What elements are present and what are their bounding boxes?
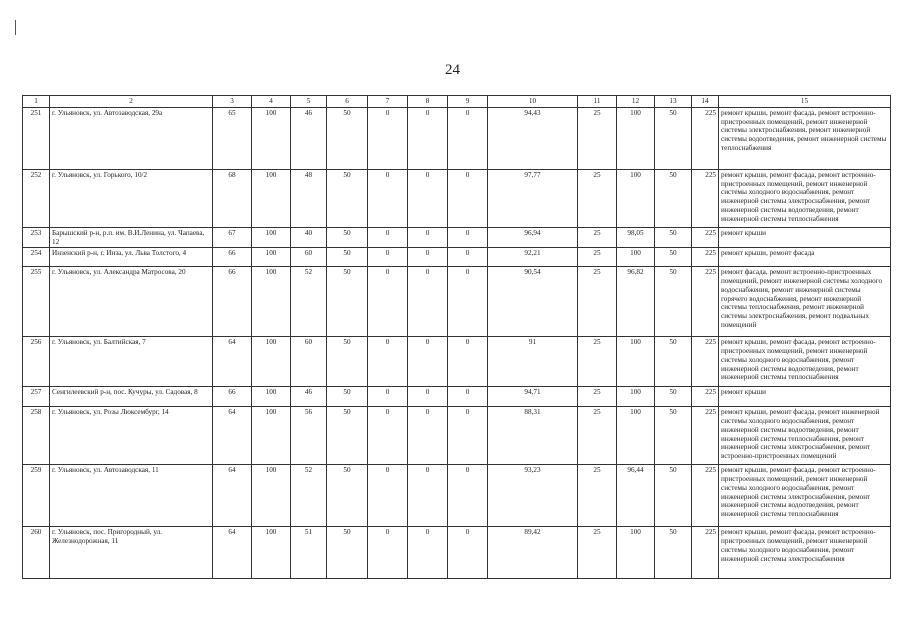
value-cell: 52 [291, 465, 327, 527]
header-cell: 12 [617, 96, 655, 108]
works-cell: ремонт фасада, ремонт встроенно-пристроенных помещений, ремонт инженерной системы холодного водоснабжения, ремонт инженерной системы горячего водоснабжения, ремонт инженерной системы теплоснабжения, ремонт инженерной системы электроснабжения, ремонт подвальных помещений [719, 267, 891, 337]
value-cell: 0 [368, 227, 408, 248]
value-cell: 100 [617, 527, 655, 579]
works-cell: ремонт крыши, ремонт фасада, ремонт инженерной системы холодного водоснабжения, ремонт инженерной системы водоотведения, ремонт инженерной системы теплоснабжения, ремонт инженерной системы электроснабжения, ремонт встроенно-пристроенных помещений [719, 407, 891, 465]
value-cell: 50 [655, 107, 692, 169]
value-cell: 0 [448, 407, 488, 465]
value-cell: 0 [368, 267, 408, 337]
value-cell: 96,94 [488, 227, 578, 248]
value-cell: 50 [655, 527, 692, 579]
value-cell: 89,42 [488, 527, 578, 579]
value-cell: 96,82 [617, 267, 655, 337]
value-cell: 0 [408, 337, 448, 387]
value-cell: 68 [213, 169, 252, 227]
table-row [23, 337, 891, 387]
value-cell: 91 [488, 337, 578, 387]
value-cell: 100 [252, 248, 291, 267]
address-cell: г. Ульяновск, ул. Балтийская, 7 [50, 337, 213, 387]
value-cell: 225 [692, 267, 719, 337]
row-number: 256 [23, 337, 50, 387]
value-cell: 50 [327, 169, 368, 227]
value-cell: 100 [252, 107, 291, 169]
value-cell: 51 [291, 527, 327, 579]
row-number: 253 [23, 227, 50, 248]
value-cell: 50 [327, 267, 368, 337]
value-cell: 50 [655, 337, 692, 387]
works-cell: ремонт крыши [719, 227, 891, 248]
works-cell: ремонт крыши [719, 387, 891, 407]
value-cell: 0 [448, 248, 488, 267]
address-cell: г. Ульяновск, ул. Горького, 10/2 [50, 169, 213, 227]
address-cell: Барышский р-н, р.п. им. В.И.Ленина, ул. Чапаева, 12 [50, 227, 213, 248]
value-cell: 25 [578, 169, 617, 227]
value-cell: 0 [408, 387, 448, 407]
page-number: 24 [445, 62, 460, 78]
value-cell: 0 [368, 407, 408, 465]
value-cell: 225 [692, 465, 719, 527]
table-row [23, 107, 891, 169]
header-cell: 3 [213, 96, 252, 108]
value-cell: 67 [213, 227, 252, 248]
value-cell: 0 [368, 248, 408, 267]
value-cell: 0 [368, 107, 408, 169]
value-cell: 25 [578, 267, 617, 337]
value-cell: 64 [213, 407, 252, 465]
value-cell: 0 [448, 169, 488, 227]
value-cell: 25 [578, 465, 617, 527]
address-cell: г. Ульяновск, ул. Автозаводская, 11 [50, 465, 213, 527]
value-cell: 50 [327, 465, 368, 527]
value-cell: 225 [692, 248, 719, 267]
works-cell: ремонт крыши, ремонт фасада, ремонт встроенно-пристроенных помещений, ремонт инженерной системы холодного водоснабжения, ремонт инженерной системы электроснабжения, ремонт инженерной системы водоотведения, ремонт инженерной системы теплоснабжения [719, 465, 891, 527]
value-cell: 0 [368, 337, 408, 387]
value-cell: 100 [252, 387, 291, 407]
header-cell: 1 [23, 96, 50, 108]
value-cell: 0 [408, 227, 448, 248]
header-cell: 8 [408, 96, 448, 108]
value-cell: 56 [291, 407, 327, 465]
value-cell: 94,71 [488, 387, 578, 407]
works-cell: ремонт крыши, ремонт фасада [719, 248, 891, 267]
address-cell: г. Ульяновск, ул. Александра Матросова, 20 [50, 267, 213, 337]
header-row [23, 96, 891, 108]
value-cell: 0 [408, 169, 448, 227]
value-cell: 0 [448, 227, 488, 248]
header-cell: 6 [327, 96, 368, 108]
value-cell: 0 [368, 387, 408, 407]
value-cell: 100 [252, 407, 291, 465]
value-cell: 97,77 [488, 169, 578, 227]
value-cell: 225 [692, 107, 719, 169]
works-cell: ремонт крыши, ремонт фасада, ремонт встроенно-пристроенных помещений, ремонт инженерной системы холодного водоснабжения, ремонт инженерной системы электроснабжения, ремонт инженерной системы водоотведения, ремонт инженерной системы теплоснабжения [719, 169, 891, 227]
value-cell: 64 [213, 527, 252, 579]
value-cell: 100 [617, 387, 655, 407]
value-cell: 225 [692, 227, 719, 248]
value-cell: 66 [213, 267, 252, 337]
row-number: 258 [23, 407, 50, 465]
table-row [23, 169, 891, 227]
value-cell: 65 [213, 107, 252, 169]
value-cell: 100 [252, 337, 291, 387]
value-cell: 60 [291, 248, 327, 267]
value-cell: 225 [692, 169, 719, 227]
value-cell: 0 [448, 527, 488, 579]
table-row [23, 527, 891, 579]
value-cell: 66 [213, 387, 252, 407]
value-cell: 50 [655, 248, 692, 267]
value-cell: 66 [213, 248, 252, 267]
value-cell: 0 [408, 527, 448, 579]
value-cell: 98,05 [617, 227, 655, 248]
value-cell: 92,21 [488, 248, 578, 267]
header-cell: 7 [368, 96, 408, 108]
row-number: 252 [23, 169, 50, 227]
header-cell: 4 [252, 96, 291, 108]
value-cell: 50 [327, 527, 368, 579]
value-cell: 100 [252, 465, 291, 527]
value-cell: 0 [368, 527, 408, 579]
value-cell: 100 [252, 267, 291, 337]
value-cell: 25 [578, 527, 617, 579]
value-cell: 100 [252, 227, 291, 248]
value-cell: 90,54 [488, 267, 578, 337]
value-cell: 88,31 [488, 407, 578, 465]
value-cell: 0 [408, 248, 448, 267]
header-cell: 9 [448, 96, 488, 108]
value-cell: 50 [655, 227, 692, 248]
works-cell: ремонт крыши, ремонт фасада, ремонт встроенно-пристроенных помещений, ремонт инженерной системы электроснабжения, ремонт инженерной системы водоотведения, ремонт инженерной системы теплоснабжения [719, 107, 891, 169]
address-cell: г. Ульяновск, ул. Розы Люксембург, 14 [50, 407, 213, 465]
row-number: 257 [23, 387, 50, 407]
address-cell: г. Ульяновск, ул. Автозаводская, 29а [50, 107, 213, 169]
row-number: 254 [23, 248, 50, 267]
value-cell: 0 [448, 465, 488, 527]
value-cell: 96,44 [617, 465, 655, 527]
value-cell: 25 [578, 387, 617, 407]
value-cell: 64 [213, 465, 252, 527]
value-cell: 0 [448, 387, 488, 407]
value-cell: 0 [368, 169, 408, 227]
value-cell: 94,43 [488, 107, 578, 169]
value-cell: 50 [327, 337, 368, 387]
value-cell: 100 [617, 407, 655, 465]
value-cell: 100 [252, 169, 291, 227]
row-number: 251 [23, 107, 50, 169]
value-cell: 0 [408, 465, 448, 527]
works-cell: ремонт крыши, ремонт фасада, ремонт встроенно-пристроенных помещений, ремонт инженерной системы холодного водоснабжения, ремонт инженерной системы электроснабжения [719, 527, 891, 579]
header-cell: 2 [50, 96, 213, 108]
value-cell: 50 [327, 107, 368, 169]
value-cell: 25 [578, 107, 617, 169]
address-cell: Сенгилеевский р-н, пос. Кучуры, ул. Садовая, 8 [50, 387, 213, 407]
value-cell: 50 [655, 407, 692, 465]
table-row [23, 267, 891, 337]
value-cell: 0 [368, 465, 408, 527]
value-cell: 225 [692, 387, 719, 407]
header-cell: 11 [578, 96, 617, 108]
value-cell: 52 [291, 267, 327, 337]
value-cell: 25 [578, 227, 617, 248]
value-cell: 225 [692, 527, 719, 579]
value-cell: 25 [578, 248, 617, 267]
value-cell: 50 [327, 387, 368, 407]
value-cell: 93,23 [488, 465, 578, 527]
table-row [23, 387, 891, 407]
value-cell: 46 [291, 387, 327, 407]
value-cell: 225 [692, 407, 719, 465]
value-cell: 225 [692, 337, 719, 387]
row-number: 259 [23, 465, 50, 527]
value-cell: 46 [291, 107, 327, 169]
value-cell: 50 [655, 169, 692, 227]
value-cell: 25 [578, 337, 617, 387]
value-cell: 60 [291, 337, 327, 387]
value-cell: 100 [617, 169, 655, 227]
table-row [23, 227, 891, 248]
value-cell: 40 [291, 227, 327, 248]
value-cell: 50 [327, 407, 368, 465]
address-cell: Инзенский р-н, г. Инза, ул. Льва Толстого, 4 [50, 248, 213, 267]
header-cell: 13 [655, 96, 692, 108]
value-cell: 0 [408, 267, 448, 337]
works-cell: ремонт крыши, ремонт фасада, ремонт встроенно-пристроенных помещений, ремонт инженерной системы холодного водоснабжения, ремонт инженерной системы водоотведения, ремонт инженерной системы теплоснабжения [719, 337, 891, 387]
value-cell: 50 [655, 387, 692, 407]
value-cell: 0 [448, 337, 488, 387]
header-cell: 5 [291, 96, 327, 108]
data-table [22, 95, 891, 579]
value-cell: 64 [213, 337, 252, 387]
value-cell: 0 [408, 107, 448, 169]
address-cell: г. Ульяновск, пос. Пригородный, ул. Железнодорожная, 11 [50, 527, 213, 579]
value-cell: 100 [617, 337, 655, 387]
table-row [23, 465, 891, 527]
value-cell: 25 [578, 407, 617, 465]
value-cell: 0 [448, 107, 488, 169]
value-cell: 100 [617, 248, 655, 267]
value-cell: 100 [252, 527, 291, 579]
header-cell: 10 [488, 96, 578, 108]
value-cell: 50 [655, 267, 692, 337]
value-cell: 0 [408, 407, 448, 465]
table-row [23, 248, 891, 267]
value-cell: 100 [617, 107, 655, 169]
value-cell: 48 [291, 169, 327, 227]
margin-mark [15, 20, 16, 35]
header-cell: 14 [692, 96, 719, 108]
value-cell: 0 [448, 267, 488, 337]
value-cell: 50 [327, 227, 368, 248]
row-number: 260 [23, 527, 50, 579]
value-cell: 50 [327, 248, 368, 267]
header-cell: 15 [719, 96, 891, 108]
table-row [23, 407, 891, 465]
row-number: 255 [23, 267, 50, 337]
value-cell: 50 [655, 465, 692, 527]
